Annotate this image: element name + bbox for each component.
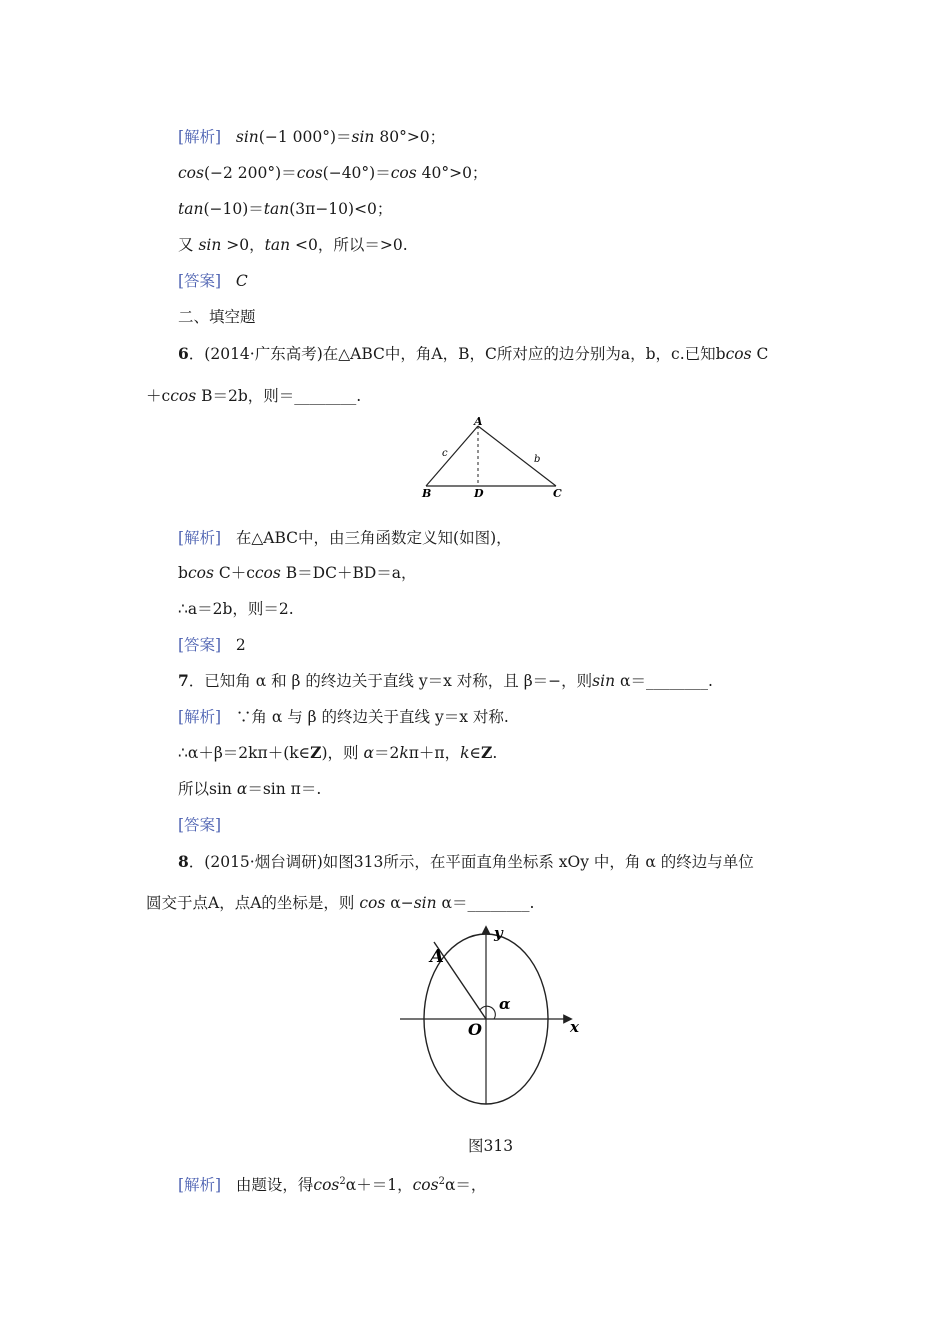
solution-line-4 [178,235,408,255]
answer-7-line [178,815,221,835]
integer-set-symbol: Z [310,743,322,762]
figure-caption: 图313 [468,1137,514,1155]
text-segment: 在△ABC中，由三角函数定义知(如图)， [235,529,512,547]
text-segment: (3π−10)<0； [289,200,393,218]
vertex-b-label: B [422,487,432,500]
vertex-a-label: A [474,415,483,428]
text-segment: 40°>0； [416,164,488,182]
cos-fn: cos [170,387,197,405]
text-segment: α＝， [444,1176,487,1195]
text-segment: 80°>0； [374,128,446,146]
k-symbol: k [460,744,470,762]
alpha-symbol: α [236,780,248,798]
cos-fn: cos [390,164,417,182]
text-segment: ＝sin π＝. [247,780,322,798]
text-segment: . [492,744,498,762]
exponent: 2 [339,1176,346,1187]
question-number: 7 [178,671,189,690]
solution-tag: [解析] [178,529,222,547]
side-b-label: b [534,454,541,465]
solution-tag: [解析] [178,708,222,726]
solution-6-line-3: ∴a＝2b，则＝2. [178,600,294,618]
question-number: 8 [178,852,189,871]
question-8-line-1 [178,852,754,872]
text-segment: ．(2015·烟台调研)如图313所示，在平面直角坐标系 xOy 中，角 α 的终边与单位 [188,853,754,871]
text-segment: α＝________. [436,894,535,912]
sin-fn: sin [592,672,616,690]
solution-7-line-1 [178,707,509,727]
question-7-line [178,671,713,691]
text-segment: α＝________. [615,672,713,690]
answer-6-line [178,635,246,655]
text-segment: ＝2 [373,744,400,762]
text-segment: ∵角 α 与 β 的终边关于直线 y＝x 对称. [235,708,509,726]
unit-circle-figure [396,922,596,1110]
answer-value: C [235,272,248,290]
text-segment: C [751,345,769,363]
text-segment: π＋π， [408,744,461,762]
text-segment: B＝DC＋BD＝a， [280,564,417,582]
sin-fn: sin [235,128,259,146]
text-segment: α− [385,894,414,912]
text-segment: <0，所以＝>0. [290,236,408,254]
question-8-line-2 [146,893,534,913]
cos-fn: cos [313,1176,340,1195]
origin-label: O [468,1020,482,1039]
side-c-label: c [442,448,448,459]
solution-line-2 [178,163,487,183]
solution-tag: [解析] [178,1176,222,1195]
exponent: 2 [438,1176,445,1187]
section-heading: 二、填空题 [178,308,256,326]
sin-fn: sin [413,894,437,912]
solution-line-1 [178,127,445,147]
question-number: 6 [178,344,189,363]
answer-value: 2 [235,636,246,654]
text-segment: >0， [221,236,265,254]
cos-fn: cos [725,345,752,363]
answer-line-5 [178,271,248,291]
answer-tag: [答案] [178,636,222,654]
answer-tag: [答案] [178,816,222,834]
tan-fn: tan [178,200,204,218]
sin-fn: sin [351,128,375,146]
solution-tag: [解析] [178,128,222,146]
integer-set-symbol: Z [481,743,493,762]
solution-6-line-2 [178,563,417,583]
text-segment: (−2 200°)＝ [203,164,297,182]
text-segment: 由题设，得 [235,1176,314,1195]
text-segment: α＋＝1， [345,1176,413,1195]
text-segment: ．已知角 α 和 β 的终边关于直线 y＝x 对称，且 β＝−，则 [188,672,593,690]
y-axis-label: y [494,924,503,942]
tan-fn: tan [264,236,291,254]
text-segment: ∴α＋β＝2kπ＋(k∈ [178,744,311,762]
text-segment: 所以sin [178,780,232,798]
text-segment: b [178,564,188,582]
point-a-label: A [430,946,444,967]
answer-tag: [答案] [178,272,222,290]
cos-fn: cos [296,164,323,182]
solution-7-line-3 [178,779,321,799]
text-segment: )，则 [321,744,359,762]
text-segment: 又 [178,236,194,254]
solution-line-3 [178,199,392,219]
x-axis-label: x [570,1018,579,1036]
text-segment: 圆交于点A，点A的坐标是，则 [146,894,355,912]
cos-fn: cos [178,164,204,182]
cos-fn: cos [254,564,281,582]
text-segment: B＝2b，则＝________. [196,387,362,405]
sin-fn: sin [198,236,222,254]
question-6-line-2 [146,386,361,406]
cos-fn: cos [359,894,386,912]
text-segment: ．(2014·广东高考)在△ABC中，角A，B，C所对应的边分别为a，b，c.已知b [188,345,726,363]
text-segment: ∈ [469,744,481,762]
text-segment: (−10)＝ [203,200,264,218]
k-symbol: k [399,744,409,762]
text-segment: C＋c [213,564,255,582]
text-segment: (−1 000°)＝ [258,128,352,146]
text-segment: ＋c [146,387,171,405]
vertex-c-label: C [553,487,562,500]
alpha-symbol: α [363,744,374,762]
solution-7-line-2 [178,743,497,763]
solution-6-line-1 [178,528,512,548]
solution-8-line-1 [178,1172,486,1195]
foot-d-label: D [474,487,484,500]
tan-fn: tan [263,200,290,218]
question-6-line-1 [178,344,768,364]
cos-fn: cos [412,1176,439,1195]
angle-alpha-label: α [499,995,511,1013]
text-segment: (−40°)＝ [322,164,391,182]
triangle-figure [410,412,580,500]
cos-fn: cos [187,564,214,582]
